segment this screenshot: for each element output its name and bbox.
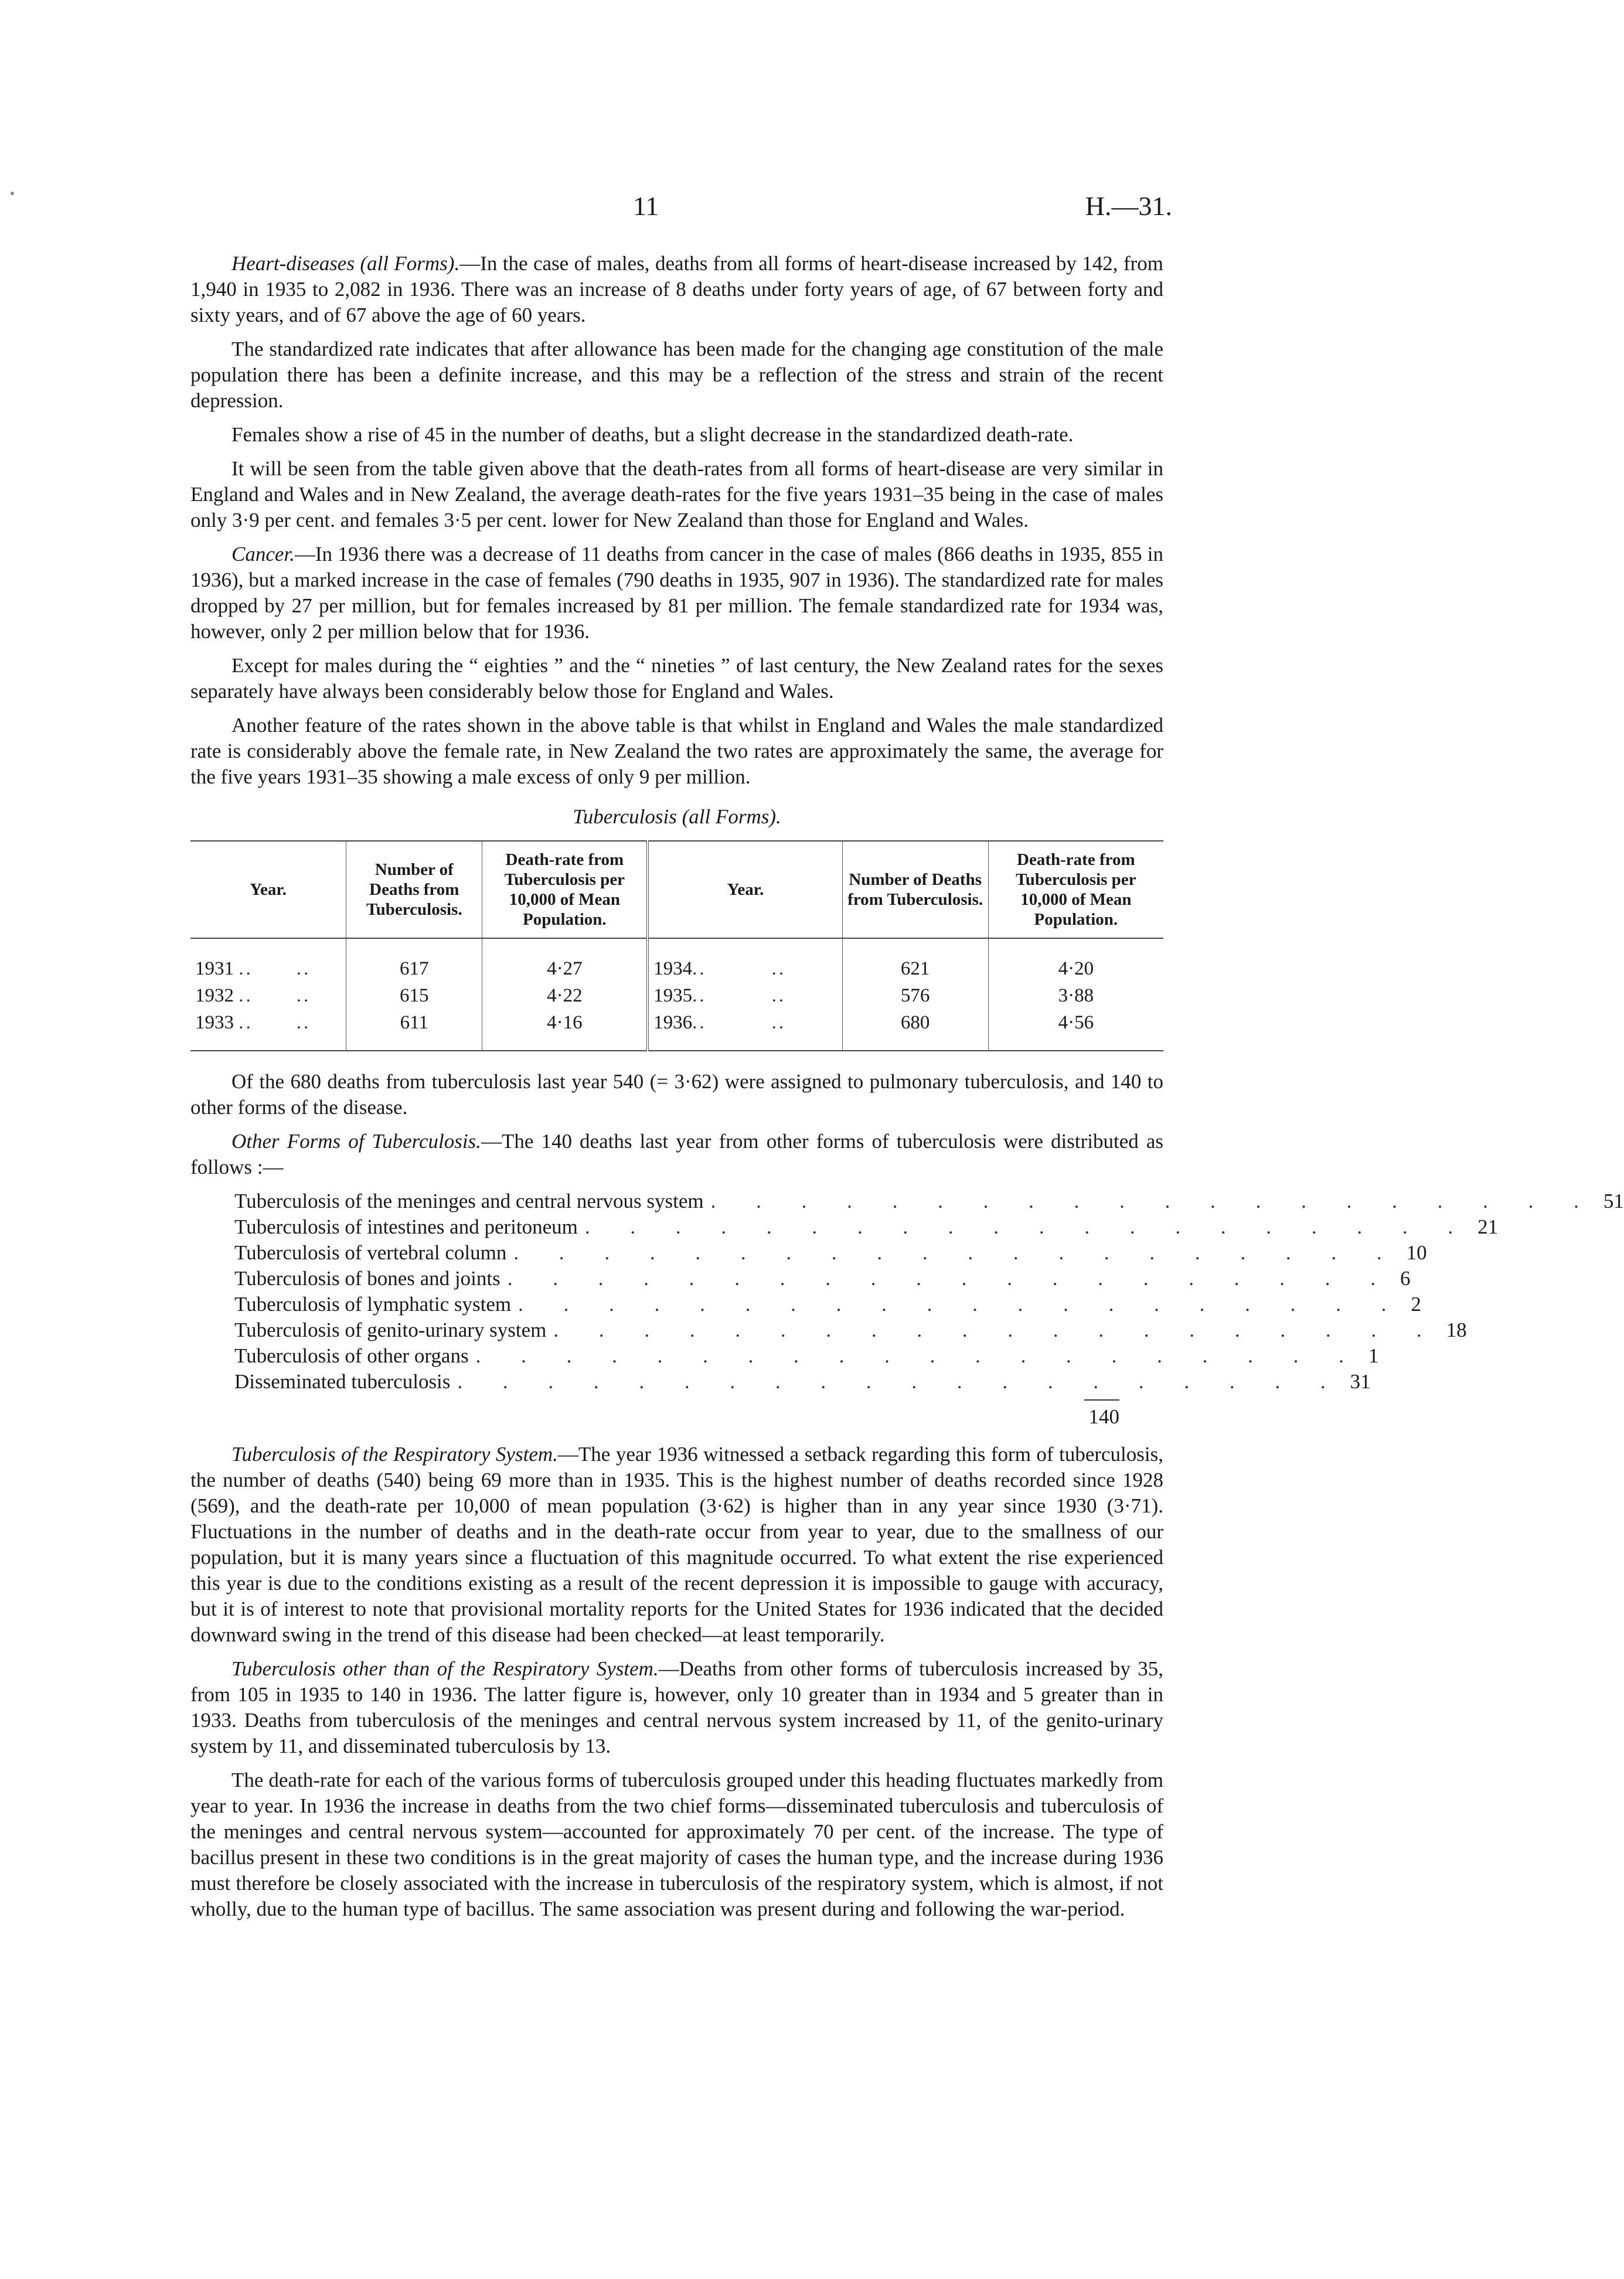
paragraph-text: Of the 680 deaths from tuberculosis last year 540 (= 3·62) were assigned to pulmonary tuberculosis, and 140 to other forms of the disease. xyxy=(190,1070,1163,1119)
list-item xyxy=(234,1343,1379,1369)
paragraph-heart-diseases xyxy=(190,251,1163,328)
paragraph-heart-females xyxy=(190,422,1163,448)
deaths-cell: 611 xyxy=(346,1009,482,1051)
list-item xyxy=(234,1317,1467,1343)
year-cell: 1936.. .. xyxy=(648,1009,842,1051)
paragraph-text: —The year 1936 witnessed a setback regarding this form of tuberculosis, the number of deaths (540) being 69 more than in 1935. This is the highest number of deaths recorded since 1928 (569), and the death-rate per 10,000 of mean population (3·62) is higher than in any year since 1930 (3·71). Fluctuations in the number of deaths and in the death-rate occur from year to year, due to the smallness of our population, but it is many years since a fluctuation of this magnitude occurred. To what extent the rise experienced this year is due to the conditions existing as a result of the recent depression it is impossible to gauge with accuracy, but it is of interest to note that provisional mortality reports for the United States for 1936 indicated that the decided downward swing in the trend of this disease had been checked—at least temporarily. xyxy=(190,1443,1163,1646)
list-item xyxy=(234,1214,1499,1240)
table-caption: Tuberculosis (all Forms). xyxy=(573,805,781,828)
year-cell: 1934.. .. xyxy=(648,938,842,982)
year-value: 1935 xyxy=(653,985,693,1006)
deaths-cell: 617 xyxy=(346,938,482,982)
rate-cell: 4·27 xyxy=(482,938,648,982)
page-number: 11 xyxy=(633,191,659,221)
leader-dots: . . . . . . . . . . . . . . . . . . . . xyxy=(710,1190,1596,1212)
tb-forms-list xyxy=(190,1188,1624,1430)
paragraph-text: Females show a rise of 45 in the number of deaths, but a slight decrease in the standardized death-rate. xyxy=(231,423,1074,446)
paragraph-text: The death-rate for each of the various forms of tuberculosis grouped under this heading fluctuates markedly from year to year. In 1936 the increase in deaths from the two chief forms—disseminated tuberculosis and tuberculosis of the meninges and central nervous system—accounted for approximately 70 per cent. of the increase. The type of bacillus present in these two conditions is in the great majority of cases the human type, and the increase during 1936 must therefore be closely associated with the increase in tuberculosis of the respiratory system, which is almost, if not wholly, due to the human type of bacillus. The same association was present during and following the war-period. xyxy=(190,1769,1163,1920)
year-cell: 1931 .. .. xyxy=(190,938,346,982)
paragraph-cancer-rates xyxy=(190,713,1163,790)
leader-dots: . . . . . . . . . . . . . . . . . . . . xyxy=(507,1267,1393,1290)
year-cell: 1935.. .. xyxy=(648,982,842,1009)
year-value: 1933 xyxy=(195,1012,234,1033)
paragraph-text: —In 1936 there was a decrease of 11 deaths from cancer in the case of males (866 deaths in 1935, 855 in 1936), but a marked increase in the case of females (790 deaths in 1935, 907 in 1936). The standardized rate for males dropped by 27 per million, but for females increased by 81 per million. The female standardized rate for 1934 was, however, only 2 per million below that for 1936. xyxy=(190,543,1163,643)
form-count: 2 xyxy=(1411,1293,1421,1316)
form-label: Tuberculosis of genito-urinary system xyxy=(234,1319,547,1341)
year-value: 1934 xyxy=(653,958,693,979)
table-row xyxy=(190,938,1163,982)
form-count: 18 xyxy=(1446,1319,1467,1341)
paragraph-non-respiratory xyxy=(190,1656,1163,1759)
heading-other-forms: Other Forms of Tuberculosis. xyxy=(231,1130,481,1153)
paragraph-text: —In the case of males, deaths from all forms of heart-disease increased by 142, from 1,940 in 1935 to 2,082 in 1936. There was an increase of 8 deaths under forty years of age, of 67 between forty and sixty years, and of 67 above the age of 60 years. xyxy=(190,252,1163,326)
deaths-cell: 615 xyxy=(346,982,482,1009)
form-label: Tuberculosis of vertebral column xyxy=(234,1241,507,1264)
page-header xyxy=(0,190,1381,226)
forms-total: 140 xyxy=(1084,1399,1119,1430)
leader-dots: . . . . . . . . . . . . . . . . . . . . xyxy=(457,1370,1343,1393)
rate-cell: 4·22 xyxy=(482,982,648,1009)
list-item xyxy=(234,1369,1371,1395)
list-item xyxy=(234,1240,1427,1266)
header-rate: Death-rate from Tuberculosis per 10,000 of Mean Population. xyxy=(988,841,1163,938)
form-label: Tuberculosis of the meninges and central nervous system xyxy=(234,1190,704,1212)
leader-dots: . . . . . . . . . . . . . . . . . . . . xyxy=(584,1215,1471,1238)
form-count: 31 xyxy=(1350,1370,1371,1393)
header-year: Year. xyxy=(190,841,346,938)
paragraph-other-forms xyxy=(190,1129,1163,1180)
heading-cancer: Cancer. xyxy=(231,543,295,566)
document-reference: H.—31. xyxy=(1085,191,1172,221)
year-value: 1936 xyxy=(653,1012,693,1033)
list-item xyxy=(234,1266,1411,1292)
form-label: Tuberculosis of intestines and peritoneum xyxy=(234,1215,578,1238)
form-count: 10 xyxy=(1406,1241,1427,1264)
paragraph-text: The standardized rate indicates that after allowance has been made for the changing age constitution of the male population there has been a definite increase, and this may be a reflection of the stress and strain of the recent depression. xyxy=(190,338,1163,412)
table-row xyxy=(190,1009,1163,1051)
paragraph-heart-standardized xyxy=(190,336,1163,414)
leader-dots: . . . . . . . . . . . . . . . . . . . . xyxy=(475,1344,1361,1367)
deaths-cell: 680 xyxy=(842,1009,988,1051)
list-item xyxy=(234,1292,1421,1317)
heading-respiratory: Tuberculosis of the Respiratory System. xyxy=(231,1443,558,1466)
list-item xyxy=(234,1188,1624,1214)
header-deaths: Number of Deaths from Tuberculosis. xyxy=(842,841,988,938)
paragraph-final xyxy=(190,1767,1163,1922)
forms-total-row xyxy=(234,1395,1119,1430)
rate-cell: 3·88 xyxy=(1058,985,1094,1006)
form-label: Tuberculosis of lymphatic system xyxy=(234,1293,512,1316)
paragraph-cancer xyxy=(190,541,1163,645)
deaths-cell: 576 xyxy=(842,982,988,1009)
header-year: Year. xyxy=(648,841,842,938)
leader-dots: . . . . . . . . . . . . . . . . . . . . xyxy=(518,1293,1404,1316)
year-value: 1931 xyxy=(195,958,234,979)
year-cell: 1932 .. .. xyxy=(190,982,346,1009)
form-count: 1 xyxy=(1368,1344,1379,1367)
header-rate: Death-rate from Tuberculosis per 10,000 of Mean Population. xyxy=(482,841,648,938)
form-label: Tuberculosis of bones and joints xyxy=(234,1267,501,1290)
body-text xyxy=(190,251,1624,1930)
heading-heart-diseases: Heart-diseases (all Forms). xyxy=(231,252,460,275)
header-deaths: Number of Deaths from Tuberculosis. xyxy=(346,841,482,938)
table-row xyxy=(190,982,1163,1009)
form-label: Tuberculosis of other organs xyxy=(234,1344,469,1367)
form-count: 51 xyxy=(1603,1190,1624,1212)
deaths-cell: 621 xyxy=(842,938,988,982)
form-count: 6 xyxy=(1400,1267,1411,1290)
form-count: 21 xyxy=(1477,1215,1499,1238)
paragraph-tb-deaths xyxy=(190,1069,1163,1120)
paragraph-cancer-history xyxy=(190,653,1163,704)
rate-cell: 4·20 xyxy=(1058,958,1094,979)
rate-cell: 4·16 xyxy=(482,1009,648,1051)
paragraph-text: Except for males during the “ eighties ” and the “ nineties ” of last century, the New Zealand rates for the sexes separately have always been considerably below those for England and Wales. xyxy=(190,654,1163,703)
paragraph-heart-comparison xyxy=(190,456,1163,533)
leader-dots: . . . . . . . . . . . . . . . . . . . . xyxy=(553,1319,1439,1341)
paragraph-text: —Deaths from other forms of tuberculosis increased by 35, from 105 in 1935 to 140 in 1936. The latter figure is, however, only 10 greater than in 1934 and 5 greater than in 1933. Deaths from tuberculosis of the meninges and central nervous system increased by 11, of the genito-urinary system by 11, and disseminated tuberculosis by 13. xyxy=(190,1657,1163,1757)
paragraph-respiratory xyxy=(190,1442,1163,1648)
tuberculosis-table xyxy=(190,840,1163,1051)
form-label: Disseminated tuberculosis xyxy=(234,1370,451,1393)
paragraph-text: —The 140 deaths last year from other forms of tuberculosis were distributed as follows :— xyxy=(190,1130,1164,1178)
heading-non-respiratory: Tuberculosis other than of the Respiratory System. xyxy=(231,1657,659,1680)
paragraph-text: It will be seen from the table given above that the death-rates from all forms of heart-disease are very similar in England and Wales and in New Zealand, the average death-rates for the five years 1931–35 being in the case of males only 3·9 per cent. and females 3·5 per cent. lower for New Zealand than those for England and Wales. xyxy=(190,457,1163,532)
leader-dots: . . . . . . . . . . . . . . . . . . . . xyxy=(513,1241,1400,1264)
year-cell: 1933 .. .. xyxy=(190,1009,346,1051)
paragraph-text: Another feature of the rates shown in the above table is that whilst in England and Wales the male standardized rate is considerably above the female rate, in New Zealand the two rates are approximately the same, the average for the five years 1931–35 showing a male excess of only 9 per million. xyxy=(190,714,1163,788)
rate-cell: 4·56 xyxy=(1058,1012,1094,1033)
year-value: 1932 xyxy=(195,985,234,1006)
